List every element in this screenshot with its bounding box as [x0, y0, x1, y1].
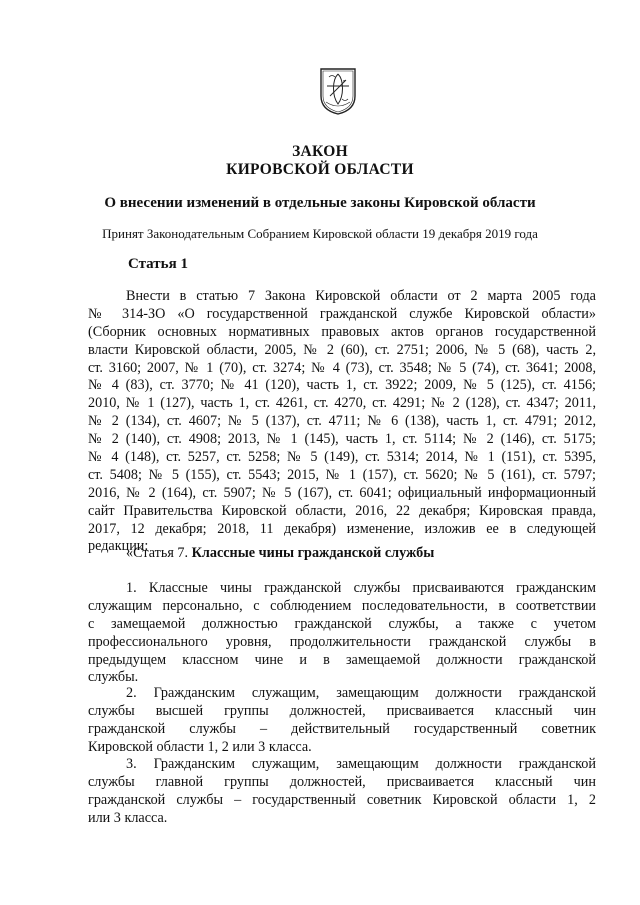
quoted-article-prefix: «Статья 7. [126, 545, 192, 561]
text-line: ст. 3160; 2007, № 1 (70), ст. 3274; № 4 (73), ст. 3548; № 5 (74), ст. 3641; 2008, [88, 359, 596, 376]
law-title: ЗАКОН [292, 143, 348, 160]
text-line: службы. [88, 669, 139, 686]
coat-of-arms-emblem [318, 66, 358, 116]
text-line: редакции: [88, 538, 149, 555]
region-title: КИРОВСКОЙ ОБЛАСТИ [226, 161, 414, 178]
quoted-article-title: Классные чины гражданской службы [191, 545, 435, 561]
text-line: службы главной группы должностей, присваивается классный чин [88, 773, 596, 790]
article-paragraph [88, 288, 596, 556]
text-line: служащим персонально, с соблюдением последовательности, в соответствии [88, 597, 596, 614]
text-line: власти Кировской области, 2005, № 2 (60), ст. 2751; 2006, № 5 (68), часть 2, [88, 341, 596, 358]
quoted-article-heading [126, 545, 434, 562]
text-line: 1. Классные чины гражданской службы присваиваются гражданским [126, 580, 596, 596]
adoption-note: Принят Законодательным Собранием Кировской области 19 декабря 2019 года [102, 226, 538, 241]
text-line: или 3 класса. [88, 809, 168, 826]
clause-3 [88, 756, 596, 828]
text-line: 3. Гражданским служащим, замещающим должности гражданской [126, 756, 596, 772]
text-line: № 4 (148), ст. 5257, ст. 5258; № 5 (149), ст. 5314; 2014, № 1 (151), ст. 5395, [88, 449, 596, 466]
law-subtitle: О внесении изменений в отдельные законы Кировской области [104, 195, 536, 211]
text-line: предыдущем классном чине и в замещаемой должности гражданской [88, 651, 596, 668]
text-line: гражданской службы – действительный государственный советник [88, 720, 596, 737]
text-line: службы высшей группы должностей, присваивается классный чин [88, 702, 596, 719]
text-line: 2016, № 2 (164), ст. 5907; № 5 (167), ст. 6041; официальный информационный [88, 484, 596, 501]
text-line: Кировской области 1, 2 или 3 класса. [88, 738, 312, 755]
text-line: 2. Гражданским служащим, замещающим должности гражданской [126, 685, 596, 701]
text-line: Внести в статью 7 Закона Кировской области от 2 марта 2005 года [126, 288, 596, 304]
text-line: № 2 (134), ст. 4607; № 5 (137), ст. 4711; № 6 (138), часть 1, ст. 4791; 2012, [88, 413, 596, 430]
text-line: № 4 (83), ст. 3770; № 41 (120), часть 1, ст. 3922; 2009, № 5 (125), ст. 4156; [88, 377, 596, 394]
text-line: сайт Правительства Кировской области, 2016, 22 декабря; Кировская правда, [88, 502, 596, 519]
clause-1 [88, 580, 596, 687]
article-heading: Статья 1 [128, 256, 188, 272]
text-line: профессионального уровня, продолжительности гражданской службы в [88, 633, 596, 650]
text-line: (Сборник основных нормативных правовых актов органов государственной [88, 323, 596, 340]
clause-2 [88, 685, 596, 757]
text-line: гражданской службы – государственный советник Кировской области 1, 2 [88, 791, 596, 808]
text-line: № 2 (140), ст. 4908; 2013, № 1 (145), часть 1, ст. 5114; № 2 (146), ст. 5175; [88, 431, 596, 448]
text-line: с замещаемой должностью гражданской службы, а также с учетом [88, 615, 596, 632]
text-line: 2017, 12 декабря; 2018, 11 декабря) изменение, изложив ее в следующей [88, 520, 596, 537]
text-line: № 314-ЗО «О государственной гражданской службе Кировской области» [88, 305, 596, 322]
text-line: ст. 5408; № 5 (155), ст. 5543; 2015, № 1 (157), ст. 5620; № 5 (161), ст. 5797; [88, 466, 596, 483]
text-line: 2010, № 1 (127), часть 1, ст. 4261, ст. 4270, ст. 4291; № 2 (128), ст. 4347; 2011, [88, 395, 596, 412]
